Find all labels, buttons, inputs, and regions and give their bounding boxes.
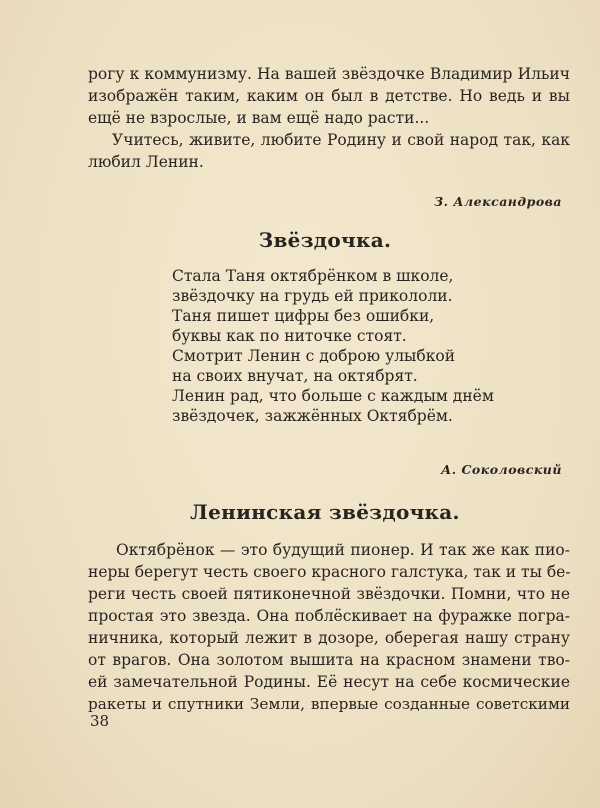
poem-line: звёздочку на грудь ей прикололи.	[172, 287, 453, 305]
intro-line: любил Ленин.	[88, 153, 204, 171]
section-line: от врагов. Она золотом вышита на красном знамени тво-	[88, 651, 570, 669]
section-line: реги честь своей пятиконечной звёздочки. Помни, что не	[88, 585, 570, 603]
poem-line: Стала Таня октябрёнком в школе,	[172, 267, 454, 285]
section-line: простая это звезда. Она поблёскивает на фуражке погра-	[88, 607, 570, 625]
poem-line: буквы как по ниточке стоят.	[172, 327, 407, 345]
section-line: ничника, который лежит в дозоре, оберегая нашу страну	[88, 629, 570, 647]
poem-line: Ленин рад, что больше с каждым днём	[172, 387, 494, 405]
intro-line: рогу к коммунизму. На вашей звёздочке Владимир Ильич	[88, 65, 570, 83]
section-line: неры берегут честь своего красного галстука, так и ты бе-	[88, 563, 571, 581]
section-line: ракеты и спутники Земли, впервые созданные советскими	[88, 695, 570, 713]
intro-line: Учитесь, живите, любите Родину и свой народ так, как	[112, 131, 570, 149]
poem-author: А. Соколовский	[441, 462, 562, 477]
section-line: Октябрёнок — это будущий пионер. И так же как пио-	[116, 541, 570, 559]
poem-line: на своих внучат, на октябрят.	[172, 367, 418, 385]
poem-title: Звёздочка.	[258, 228, 392, 252]
poem-line: Смотрит Ленин с доброю улыбкой	[172, 347, 456, 365]
poem-line: Таня пишет цифры без ошибки,	[172, 307, 435, 325]
intro-line: ещё не взрослые, и вам ещё надо расти...	[88, 109, 430, 127]
section-title: Ленинская звёздочка.	[190, 500, 460, 524]
intro-line: изображён таким, каким он был в детстве. Но ведь и вы	[88, 87, 570, 105]
poem-line: звёздочек, зажжённых Октябрём.	[172, 407, 453, 425]
page-number: 38	[90, 712, 110, 730]
intro-author: З. Александрова	[434, 194, 562, 209]
section-line: ей замечательной Родины. Её несут на себе космические	[88, 673, 570, 691]
